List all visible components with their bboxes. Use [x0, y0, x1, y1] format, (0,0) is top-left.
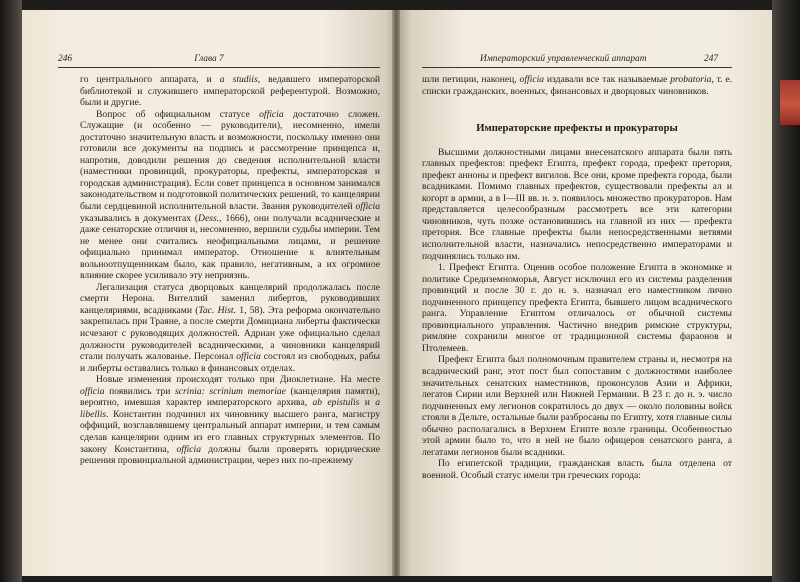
book-edge-left [0, 0, 22, 582]
paragraph: Вопрос об официальном статусе officia достаточно сложен. Служащие (и особенно — руководители), несомненно, имели достаточно значительную власть и возможности, поскольку именно они готовили все документы на подпись и рассмотрение принцепса и, напротив, доводили решения до сведения исполнительной власти (наместники провинций, прокураторы, префекты, императорская и городская администрация). Если совет принцепса в основном занимался законодательством и подготовкой политических решений, то канцелярии были сердцевиной исполнительной власти. Звания руководителей officia указывались в документах (Dess., 1666), они получали всаднические и даже сенаторские отличия и, несомненно, вершили судьбы империи. Тем не менее они считались неофициальными лицами, и решение официально принимал император. Отношение к влиятельным вольноотпущенникам было, как правило, негативным, а их огромное влияние скорее усиливало эту неприязнь. [80, 108, 381, 282]
paragraph: Новые изменения происходят только при Диоклетиане. На месте officia появились три scrinia: scrinium memoriae (канцелярия памяти), вероятно, имевшая характер императорского архива, ab epistulis и a libellis. Константин подчинил их чиновнику высшего ранга, магистру оффиций, возглавлявшему центральный аппарат империи, и тем самым сделав канцелярии одним из его главных структурных элементов. По закону Константина, officia должны были проверять юридические решения провинциальной администрации, через них по-прежнему [80, 374, 380, 467]
paragraph: По египетской традиции, гражданская власть была отделена от военной. Особый статус имели три греческих города: [422, 458, 732, 481]
right-page-text [422, 74, 732, 482]
right-header-rule [422, 67, 732, 68]
bookmark-tab [780, 80, 800, 125]
left-page-number: 246 [58, 54, 73, 64]
right-page [396, 10, 772, 576]
paragraph: го центрального аппарата, и a studiis, ведавшего императорской библиотекой и служившего императорской референтурой. Возможно, были и другие. [80, 74, 380, 109]
section-title: Императорские префекты и прокураторы [476, 123, 678, 135]
left-running-head: Глава 7 [194, 54, 224, 64]
paragraph: Легализация статуса дворцовых канцелярий продолжалась после смерти Нерона. Вителлий заменил либертов, руководивших канцеляриями, всадниками (Tac. Hist. 1, 58). Эта реформа окончательно закрепилась при Траяне, а после смерти Домициана либерты фактически исчезают с руководящих должностей. Адриан уже официально сделал должности руководителей всадническими, а чиновники канцелярий стали получать жалованье. Персонал officia состоял из свободных, рабы и либерты оставались только в финансовых отделах. [80, 281, 380, 374]
left-header-rule [58, 67, 380, 68]
paragraph: Префект Египта был полномочным правителем страны и, несмотря на всаднический ранг, этот пост был сопоставим с должностями наиболее значительных сенатских наместников, проконсулов Азии и Африки, легатов Сирии или Верхней или Нижней Германии. В 23 г. до н. э. число подчиненных ему легионов сократилось до двух — около половины войск стояли в Дельте, остальные были разбросаны по Египту, хотя главные силы обычно располагались в Верхнем Египте возле границы. Особенностью этой армии было то, что в ней не было офицеров сенатского ранга, а легатами легионов были всадники. [422, 354, 732, 458]
paragraph: 1. Префект Египта. Оценив особое положение Египта в экономике и политике Средиземноморья, Август исключил его из системы разделения провинций и после 30 г. до н. э. назначал его наместником лично подчиненного принцепсу префекта Египта, бывшего лицом всаднического ранга. Управление Египтом отличалось от обычной системы провинциального управления. Частично внедрив римские структуры, римляне сохранили многое от традиционной системы фараонов и Птолемеев. [422, 262, 732, 354]
left-page-text [80, 74, 380, 467]
paragraph: Высшими должностными лицами внесенатского аппарата были пять главных префектов: префект Египта, префект города, префект претория, префект анноны и префект вигилов. Все они, кроме префекта города, были всадниками. Помимо главных префектов, существовали префекты ал и когорт в армии, а в I—III вв. н. э. появилось множество прокураторов. Нам представляется целесообразным рассмотреть все эти категории чиновников, чуть позже остановившись на главной из них — префекта претория. Все главные префекты были непосредственными ветвями исполнительной власти, назначались непосредственно императорами и подчинялись только им. [422, 146, 732, 262]
right-page-number: 247 [704, 54, 719, 64]
book-gutter [392, 10, 400, 576]
paragraph: шли петиции, наконец, officia издавали все так называемые probatoria, т. е. списки гражданских, военных, финансовых и дворцовых чиновников. [422, 74, 732, 97]
left-page [22, 10, 396, 576]
right-running-head: Императорский управленческий аппарат [480, 54, 647, 64]
